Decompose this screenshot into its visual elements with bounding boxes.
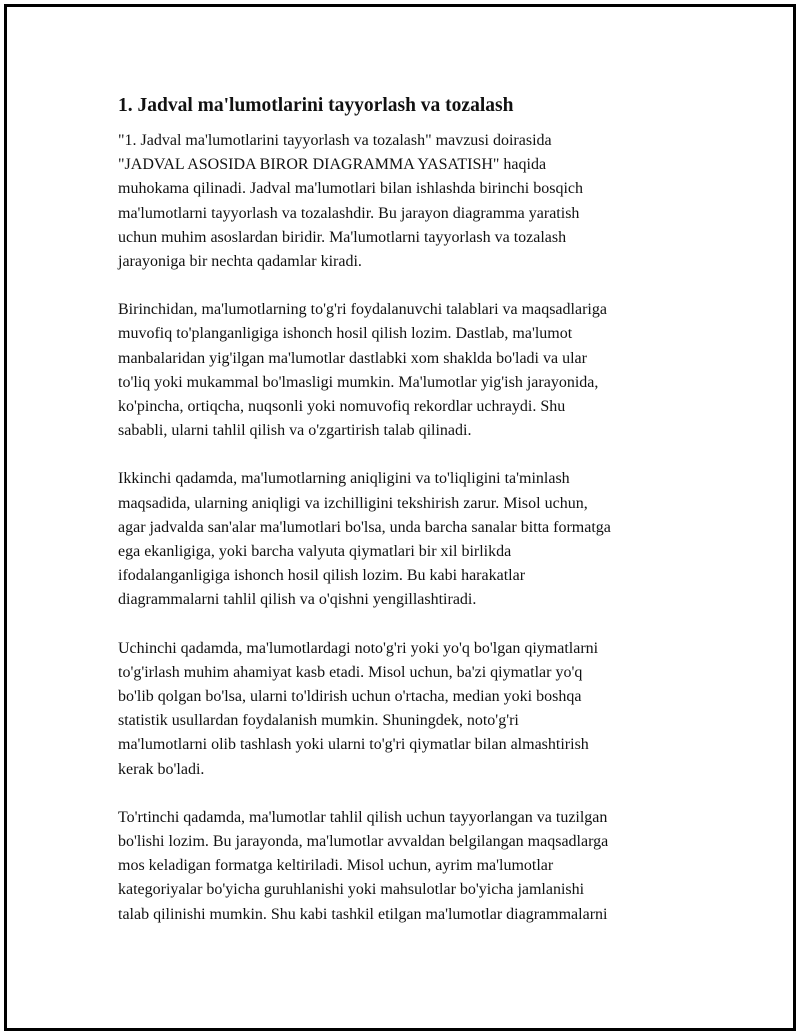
paragraph-list: [118, 129, 693, 927]
body-paragraph: [118, 806, 693, 927]
document-body: [118, 93, 693, 951]
paragraph-line: ega ekanligiga, yoki barcha valyuta qiymatlari bir xil birlikda: [118, 543, 512, 561]
paragraph-line: jarayoniga bir nechta qadamlar kiradi.: [118, 253, 362, 271]
paragraph-line: to'g'irlash muhim ahamiyat kasb etadi. Misol uchun, ba'zi qiymatlar yo'q: [118, 663, 583, 681]
section-heading: 1. Jadval ma'lumotlarini tayyorlash va tozalash: [118, 95, 514, 116]
paragraph-line: ifodalanganligiga ishonch hosil qilish lozim. Bu kabi harakatlar: [118, 567, 526, 585]
paragraph-line: "JADVAL ASOSIDA BIROR DIAGRAMMA YASATISH" haqida: [118, 156, 547, 174]
paragraph-line: ma'lumotlarni tayyorlash va tozalashdir. Bu jarayon diagramma yaratish: [118, 204, 580, 222]
paragraph-line: kerak bo'ladi.: [118, 760, 205, 778]
paragraph-line: Uchinchi qadamda, ma'lumotlardagi noto'g'ri yoki yo'q bo'lgan qiymatlarni: [118, 639, 599, 657]
body-paragraph: [118, 637, 693, 782]
paragraph-line: uchun muhim asoslardan biridir. Ma'lumotlarni tayyorlash va tozalash: [118, 228, 567, 246]
paragraph-line: mos keladigan formatga keltiriladi. Misol uchun, ayrim ma'lumotlar: [118, 857, 554, 875]
body-paragraph: [118, 467, 693, 612]
paragraph-line: kategoriyalar bo'yicha guruhlanishi yoki mahsulotlar bo'yicha jamlanishi: [118, 881, 585, 899]
paragraph-line: to'liq yoki mukammal bo'lmasligi mumkin. Ma'lumotlar yig'ish jarayonida,: [118, 373, 599, 391]
body-paragraph: [118, 129, 693, 274]
paragraph-line: agar jadvalda san'alar ma'lumotlari bo'lsa, unda barcha sanalar bitta formatga: [118, 518, 611, 536]
paragraph-line: muvofiq to'planganligiga ishonch hosil qilish lozim. Dastlab, ma'lumot: [118, 325, 573, 343]
paragraph-line: ko'pincha, ortiqcha, nuqsonli yoki nomuvofiq rekordlar uchraydi. Shu: [118, 398, 566, 416]
paragraph-line: Ikkinchi qadamda, ma'lumotlarning aniqligini va to'liqligini ta'minlash: [118, 470, 570, 488]
paragraph-line: statistik usullardan foydalanish mumkin. Shuningdek, noto'g'ri: [118, 712, 519, 730]
body-paragraph: [118, 298, 693, 443]
paragraph-line: muhokama qilinadi. Jadval ma'lumotlari bilan ishlashda birinchi bosqich: [118, 180, 584, 198]
paragraph-line: ma'lumotlarni olib tashlash yoki ularni to'g'ri qiymatlar bilan almashtirish: [118, 736, 589, 754]
paragraph-line: sababli, ularni tahlil qilish va o'zgartirish talab qilinadi.: [118, 422, 472, 440]
paragraph-line: Birinchidan, ma'lumotlarning to'g'ri foydalanuvchi talablari va maqsadlariga: [118, 301, 607, 319]
paragraph-line: manbalaridan yig'ilgan ma'lumotlar dastlabki xom shaklda bo'ladi va ular: [118, 349, 587, 367]
paragraph-line: diagrammalarni tahlil qilish va o'qishni yengillashtiradi.: [118, 591, 477, 609]
paragraph-line: "1. Jadval ma'lumotlarini tayyorlash va tozalash" mavzusi doirasida: [118, 132, 552, 149]
paragraph-line: To'rtinchi qadamda, ma'lumotlar tahlil qilish uchun tayyorlangan va tuzilgan: [118, 808, 608, 826]
paragraph-line: bo'lishi lozim. Bu jarayonda, ma'lumotlar avvaldan belgilangan maqsadlarga: [118, 833, 609, 851]
paragraph-line: talab qilinishi mumkin. Shu kabi tashkil etilgan ma'lumotlar diagrammalarni: [118, 905, 608, 923]
paragraph-line: maqsadida, ularning aniqligi va izchilligini tekshirish zarur. Misol uchun,: [118, 494, 588, 512]
paragraph-line: bo'lib qolgan bo'lsa, ularni to'ldirish uchun o'rtacha, median yoki boshqa: [118, 688, 582, 706]
